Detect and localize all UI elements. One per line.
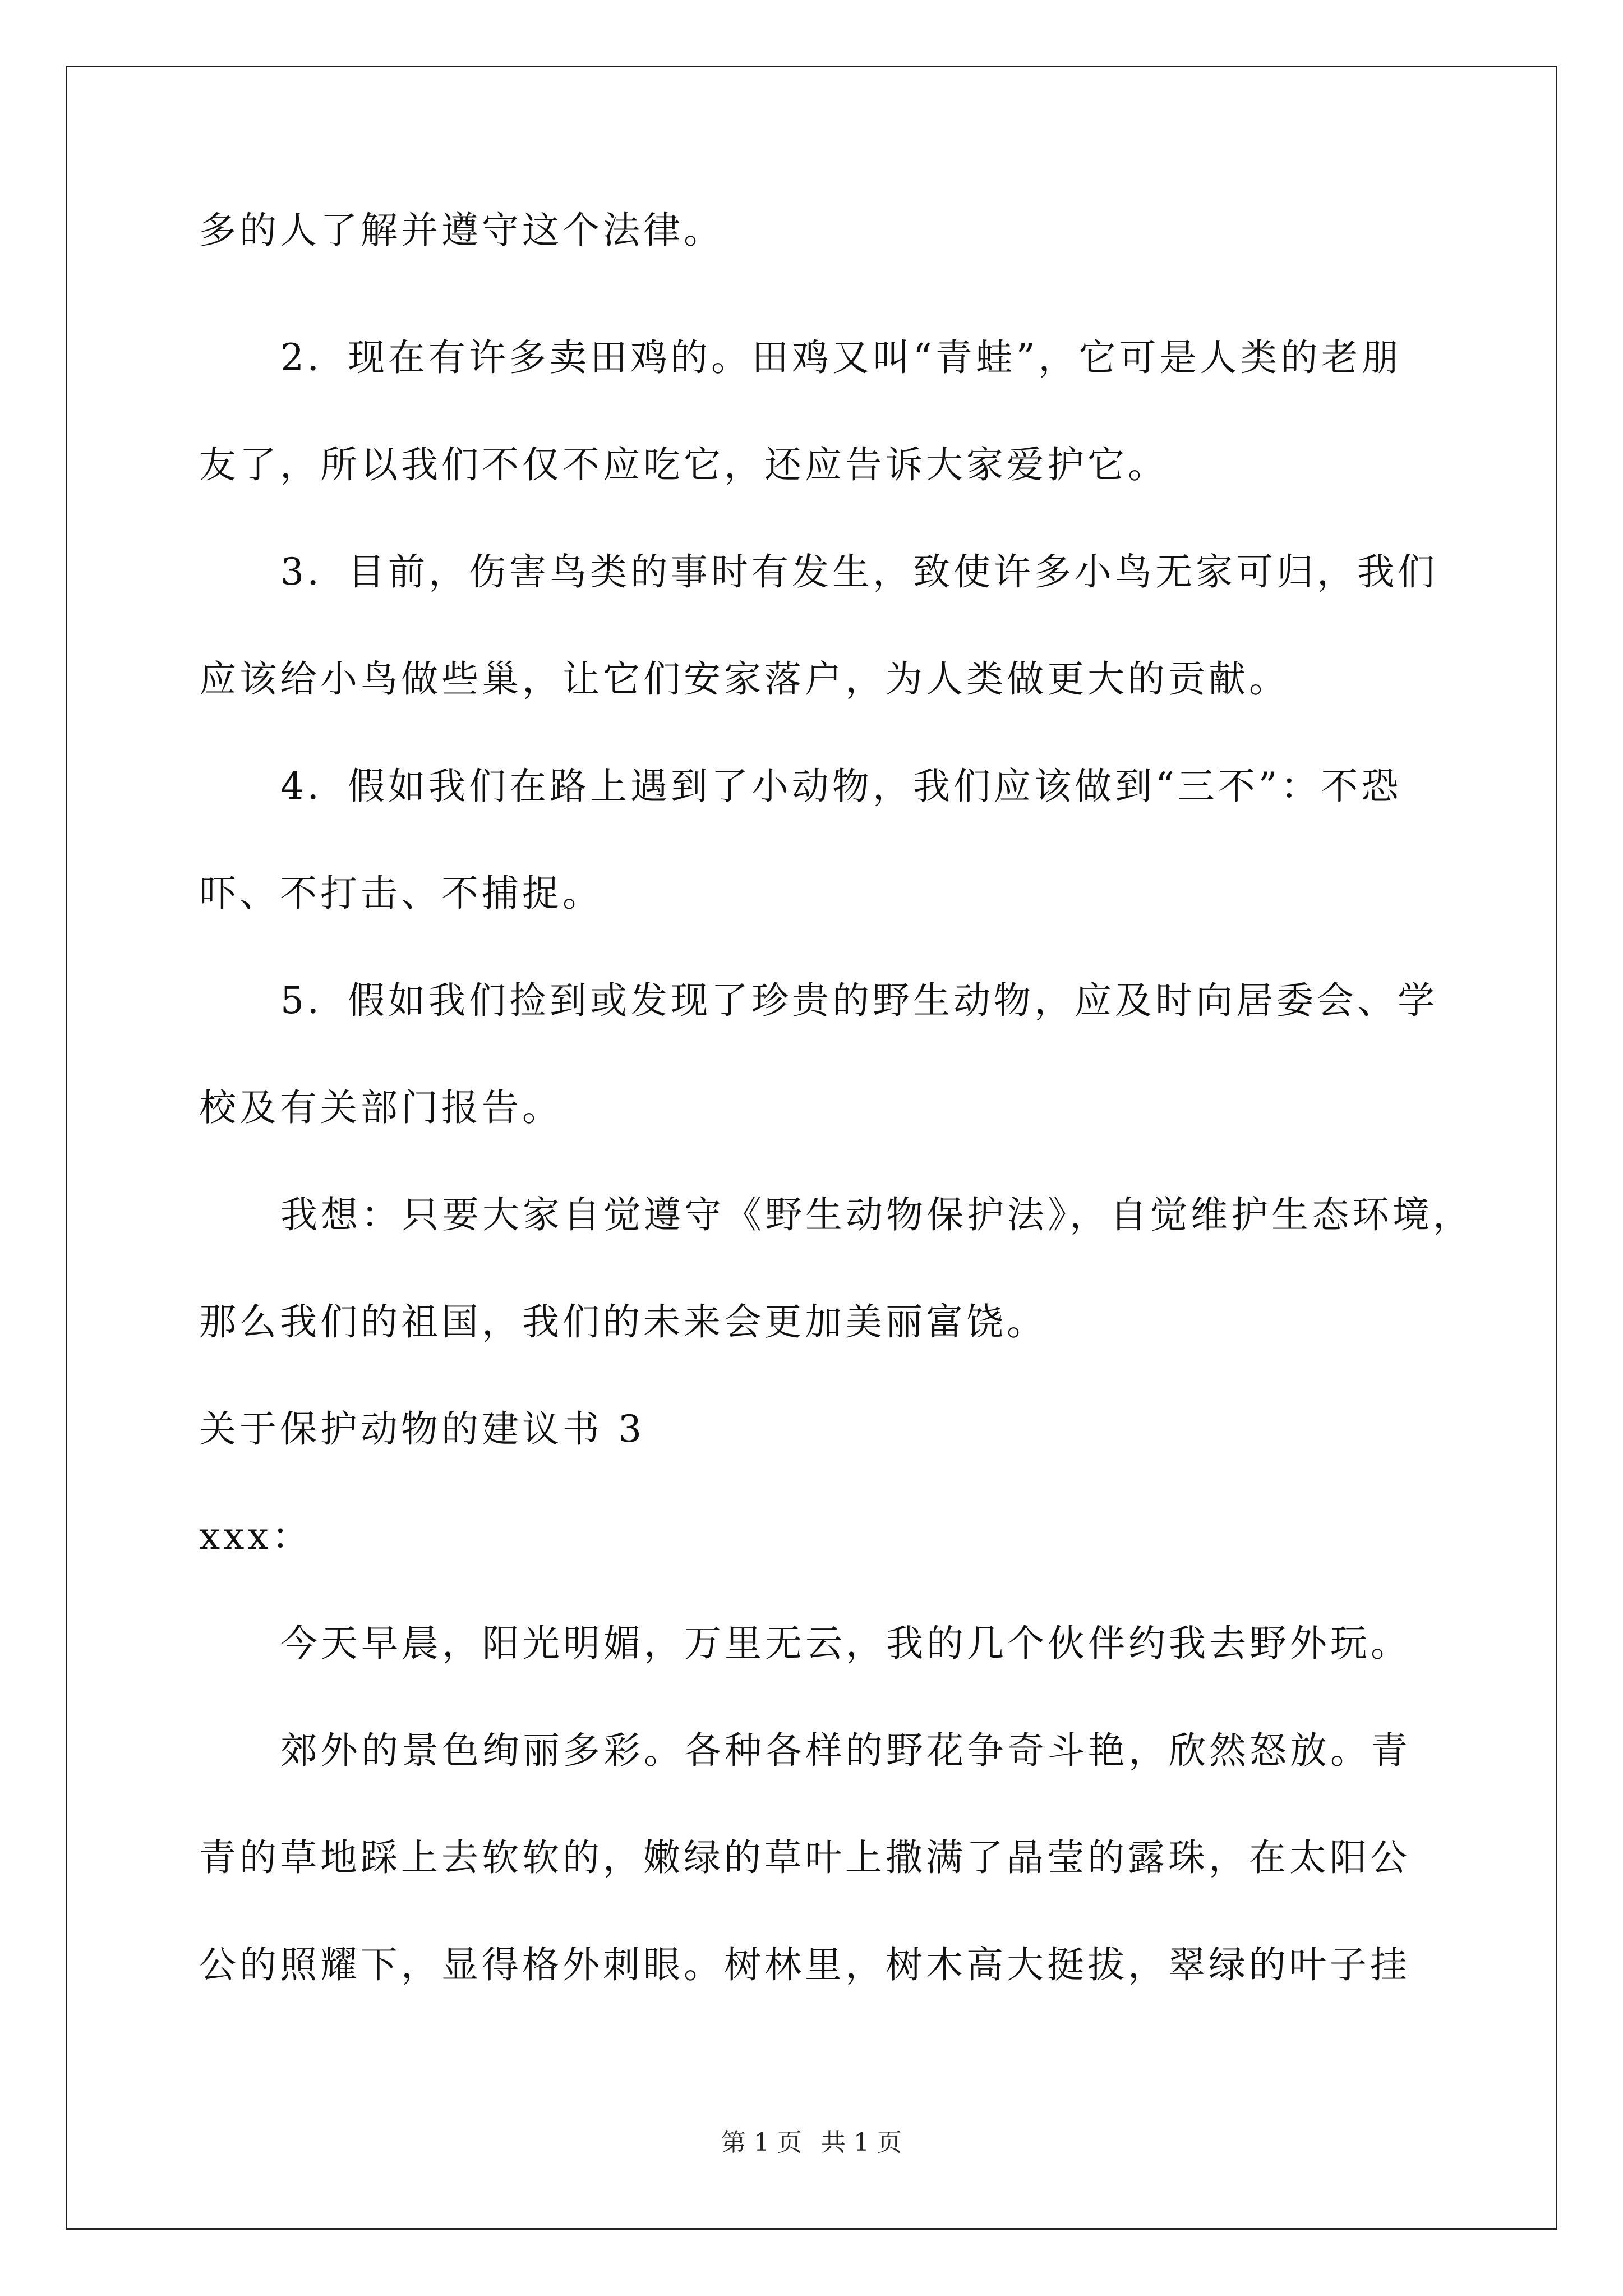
text-line-6: 4．假如我们在路上遇到了小动物，我们应该做到“三不”：不恐 bbox=[280, 765, 1402, 808]
text-line-17: 公的照耀下，显得格外刺眼。树林里，树木高大挺拔，翠绿的叶子挂 bbox=[199, 1943, 1410, 1986]
salutation: xxx： bbox=[199, 1515, 312, 1558]
page-frame bbox=[66, 66, 1557, 2230]
text-line-14: 今天早晨，阳光明媚，万里无云，我的几个伙伴约我去野外玩。 bbox=[280, 1622, 1411, 1665]
text-line-4: 3．目前，伤害鸟类的事时有发生，致使许多小鸟无家可归，我们 bbox=[280, 550, 1438, 593]
text-line-1: 多的人了解并遵守这个法律。 bbox=[199, 209, 724, 252]
text-line-9: 校及有关部门报告。 bbox=[199, 1086, 562, 1129]
page-number: 第 1 页 bbox=[721, 2128, 802, 2157]
text-line-10: 我想：只要大家自觉遵守《野生动物保护法》，自觉维护生态环境， bbox=[280, 1193, 1473, 1236]
page-total: 共 1 页 bbox=[821, 2128, 902, 2157]
section-heading: 关于保护动物的建议书 3 bbox=[199, 1407, 645, 1451]
text-line-2: 2．现在有许多卖田鸡的。田鸡又叫“青蛙”，它可是人类的老朋 bbox=[280, 336, 1402, 379]
page-footer bbox=[0, 2126, 1623, 2160]
text-line-11: 那么我们的祖国，我们的未来会更加美丽富饶。 bbox=[199, 1300, 1047, 1343]
text-line-5: 应该给小鸟做些巢，让它们安家落户，为人类做更大的贡献。 bbox=[199, 657, 1289, 701]
text-line-3: 友了，所以我们不仅不应吃它，还应告诉大家爱护它。 bbox=[199, 443, 1168, 486]
text-line-15: 郊外的景色绚丽多彩。各种各样的野花争奇斗艳，欣然怒放。青 bbox=[280, 1729, 1411, 1772]
text-line-7: 吓、不打击、不捕捉。 bbox=[199, 872, 603, 915]
text-line-16: 青的草地踩上去软软的，嫩绿的草叶上撒满了晶莹的露珠，在太阳公 bbox=[199, 1836, 1410, 1879]
text-line-8: 5．假如我们捡到或发现了珍贵的野生动物，应及时向居委会、学 bbox=[280, 979, 1438, 1022]
